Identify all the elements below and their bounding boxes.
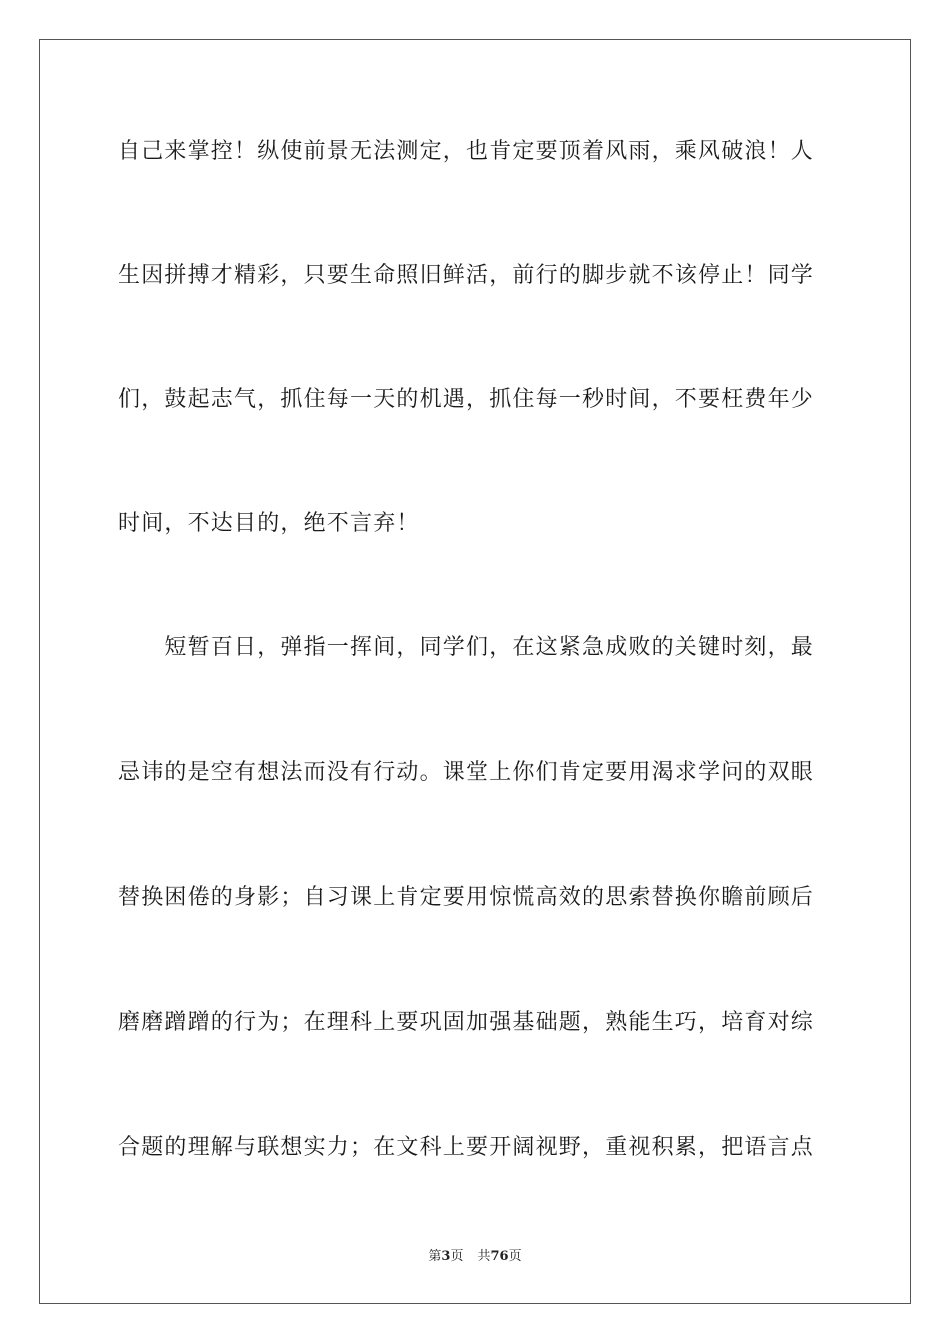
page-suffix: 页 [450,1249,464,1264]
body-text-line-1: 自己来掌控！纵使前景无法测定，也肯定要顶着风雨，乘风破浪！人 [118,139,815,164]
body-text-line-4: 时间，不达目的，绝不言弃！ [118,511,420,536]
page-border [39,39,911,1304]
body-text-line-8: 磨磨蹭蹭的行为；在理科上要巩固加强基础题，熟能生巧，培育对综 [118,1010,815,1035]
total-prefix: 共 [477,1249,491,1264]
page-footer [0,1248,950,1266]
page-number: 3 [441,1249,451,1264]
body-text-line-9: 合题的理解与联想实力；在文科上要开阔视野，重视积累，把语言点 [118,1135,815,1160]
body-text-line-3: 们，鼓起志气，抓住每一天的机遇，抓住每一秒时间，不要枉费年少 [118,387,815,412]
total-pages: 76 [490,1249,509,1264]
body-text-line-6: 忌讳的是空有想法而没有行动。课堂上你们肯定要用渴求学问的双眼 [118,760,815,785]
body-text-line-5: 短暂百日，弹指一挥间，同学们，在这紧急成败的关键时刻，最 [118,635,815,660]
total-suffix: 页 [508,1249,522,1264]
page-prefix: 第 [428,1249,442,1264]
body-text-line-7: 替换困倦的身影；自习课上肯定要用惊慌高效的思索替换你瞻前顾后 [118,885,815,910]
body-text-line-2: 生因拼搏才精彩，只要生命照旧鲜活，前行的脚步就不该停止！同学 [118,263,815,288]
